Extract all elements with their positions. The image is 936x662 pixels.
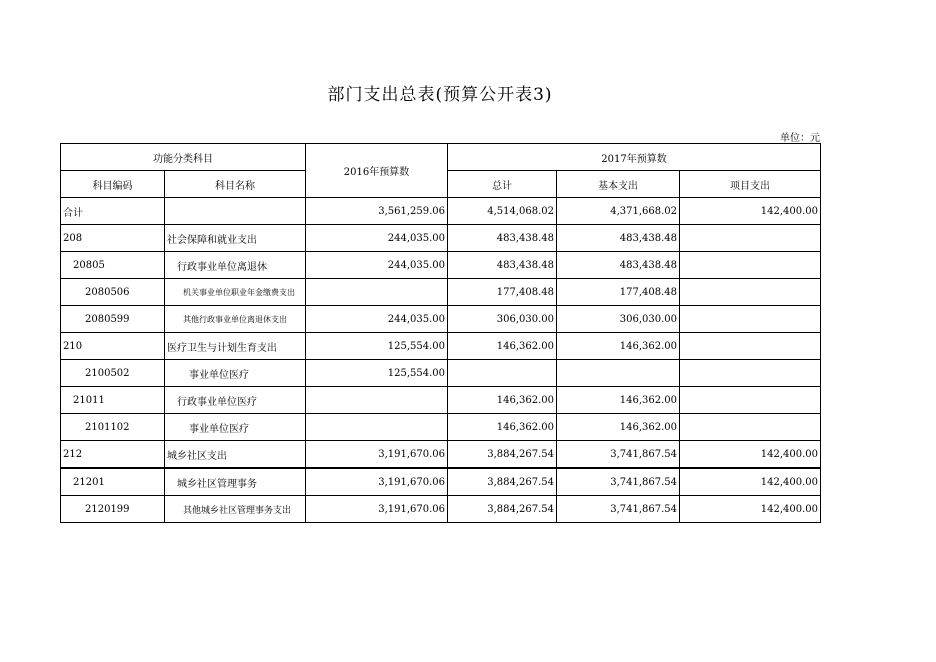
cell-total: 483,438.48 [448, 225, 557, 252]
cell-budget-2016: 244,035.00 [306, 252, 448, 279]
cell-basic: 483,438.48 [557, 252, 680, 279]
cell-project [680, 279, 821, 306]
cell-name: 行政事业单位医疗 [165, 387, 306, 414]
cell-name: 医疗卫生与计划生育支出 [165, 333, 306, 360]
cell-code: 21011 [61, 387, 165, 414]
cell-name [165, 198, 306, 225]
cell-basic [557, 360, 680, 387]
unit-label: 单位：元 [780, 133, 820, 144]
cell-budget-2016: 3,191,670.06 [306, 441, 448, 469]
cell-project: 142,400.00 [680, 198, 821, 225]
cell-basic: 4,371,668.02 [557, 198, 680, 225]
cell-name: 城乡社区管理事务 [165, 468, 306, 496]
cell-name: 行政事业单位离退休 [165, 252, 306, 279]
cell-code: 2101102 [61, 414, 165, 441]
cell-basic: 483,438.48 [557, 225, 680, 252]
table-row [61, 225, 821, 252]
cell-basic: 146,362.00 [557, 333, 680, 360]
cell-budget-2016: 3,191,670.06 [306, 496, 448, 523]
table-row [61, 441, 821, 469]
header-basic: 基本支出 [557, 171, 680, 198]
cell-code: 21201 [61, 468, 165, 496]
cell-budget-2016: 125,554.00 [306, 333, 448, 360]
table-row [61, 468, 821, 496]
cell-code: 210 [61, 333, 165, 360]
cell-project [680, 252, 821, 279]
table-row [61, 279, 821, 306]
cell-total: 3,884,267.54 [448, 468, 557, 496]
cell-project [680, 414, 821, 441]
cell-code: 2080506 [61, 279, 165, 306]
cell-code: 2100502 [61, 360, 165, 387]
cell-project [680, 333, 821, 360]
cell-total: 3,884,267.54 [448, 441, 557, 469]
cell-basic: 146,362.00 [557, 387, 680, 414]
cell-project [680, 306, 821, 333]
cell-total: 483,438.48 [448, 252, 557, 279]
header-code: 科目编码 [61, 171, 165, 198]
header-name: 科目名称 [165, 171, 306, 198]
cell-name: 城乡社区支出 [165, 441, 306, 469]
cell-code: 2120199 [61, 496, 165, 523]
cell-total [448, 360, 557, 387]
cell-project: 142,400.00 [680, 468, 821, 496]
table-row [61, 496, 821, 523]
table-row [61, 333, 821, 360]
expenditure-table [60, 143, 821, 523]
header-budget-2017: 2017年预算数 [448, 144, 821, 171]
cell-name: 事业单位医疗 [165, 414, 306, 441]
cell-total: 146,362.00 [448, 387, 557, 414]
cell-basic: 177,408.48 [557, 279, 680, 306]
table-row [61, 306, 821, 333]
cell-code: 合计 [61, 198, 165, 225]
cell-project: 142,400.00 [680, 441, 821, 469]
cell-code: 20805 [61, 252, 165, 279]
cell-project: 142,400.00 [680, 496, 821, 523]
cell-project [680, 225, 821, 252]
table-row [61, 414, 821, 441]
cell-name: 机关事业单位职业年金缴费支出 [165, 279, 306, 306]
cell-budget-2016: 244,035.00 [306, 225, 448, 252]
cell-budget-2016 [306, 279, 448, 306]
table-row [61, 198, 821, 225]
table-row [61, 252, 821, 279]
cell-project [680, 360, 821, 387]
cell-total: 3,884,267.54 [448, 496, 557, 523]
cell-budget-2016 [306, 387, 448, 414]
cell-total: 146,362.00 [448, 333, 557, 360]
cell-budget-2016: 125,554.00 [306, 360, 448, 387]
cell-basic: 146,362.00 [557, 414, 680, 441]
cell-total: 4,514,068.02 [448, 198, 557, 225]
cell-name: 事业单位医疗 [165, 360, 306, 387]
cell-basic: 3,741,867.54 [557, 468, 680, 496]
cell-code: 212 [61, 441, 165, 469]
cell-code: 2080599 [61, 306, 165, 333]
cell-budget-2016 [306, 414, 448, 441]
header-project: 项目支出 [680, 171, 821, 198]
cell-name: 其他城乡社区管理事务支出 [165, 496, 306, 523]
cell-budget-2016: 244,035.00 [306, 306, 448, 333]
cell-basic: 306,030.00 [557, 306, 680, 333]
header-budget-2016: 2016年预算数 [306, 144, 448, 198]
cell-name: 其他行政事业单位离退休支出 [165, 306, 306, 333]
cell-basic: 3,741,867.54 [557, 441, 680, 469]
cell-budget-2016: 3,191,670.06 [306, 468, 448, 496]
cell-total: 177,408.48 [448, 279, 557, 306]
table-row [61, 360, 821, 387]
table-row [61, 387, 821, 414]
page-title: 部门支出总表(预算公开表3) [327, 85, 553, 105]
cell-basic: 3,741,867.54 [557, 496, 680, 523]
cell-name: 社会保障和就业支出 [165, 225, 306, 252]
cell-total: 306,030.00 [448, 306, 557, 333]
cell-total: 146,362.00 [448, 414, 557, 441]
cell-project [680, 387, 821, 414]
header-total: 总计 [448, 171, 557, 198]
cell-code: 208 [61, 225, 165, 252]
cell-budget-2016: 3,561,259.06 [306, 198, 448, 225]
header-func-class: 功能分类科目 [61, 144, 306, 171]
